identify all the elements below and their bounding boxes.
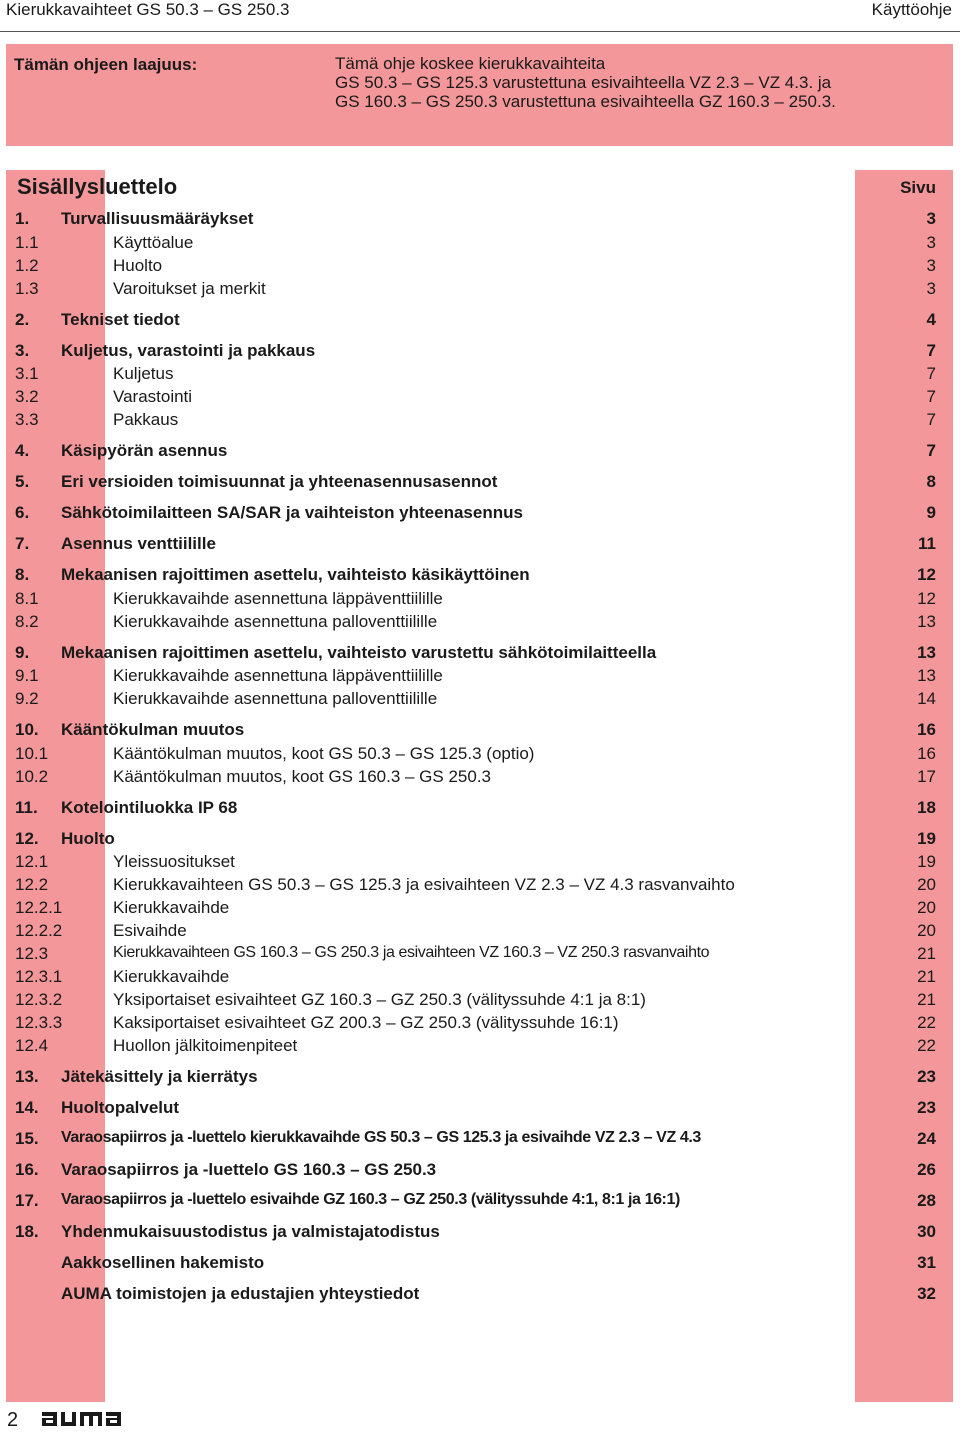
toc-entry-title: Eri versioiden toimisuunnat ja yhteenasennusasennot bbox=[61, 472, 498, 491]
toc-entry-title: Huoltopalvelut bbox=[61, 1098, 180, 1117]
toc-entry-title: Kierukkavaihde bbox=[113, 898, 230, 917]
toc-section-row bbox=[6, 1253, 953, 1275]
toc-section-row bbox=[6, 565, 953, 587]
toc-subsection-row bbox=[6, 744, 953, 766]
toc-entry-number: 3.2 bbox=[15, 387, 39, 406]
toc-entry-title: Huolto bbox=[113, 256, 163, 275]
scope-line: Tämä ohje koskee kierukkavaihteita bbox=[335, 54, 606, 73]
table-of-contents bbox=[6, 170, 953, 1402]
toc-entry-title: Varaosapiirros ja -luettelo esivaihde GZ 160.3 – GZ 250.3 (välityssuhde 4:1, 8:1 ja 16:1) bbox=[61, 1191, 680, 1208]
toc-entry-page: 7 bbox=[926, 441, 936, 460]
toc-subsection-row bbox=[6, 944, 953, 966]
toc-entry-page: 3 bbox=[926, 233, 936, 252]
toc-entry-number: 4. bbox=[15, 441, 30, 460]
toc-entry-title: Varaosapiirros ja -luettelo GS 160.3 – GS 250.3 bbox=[61, 1160, 437, 1179]
scope-label: Tämän ohjeen laajuus: bbox=[14, 55, 198, 74]
toc-entry-number: 17. bbox=[15, 1191, 39, 1210]
toc-entry-title: Kuljetus, varastointi ja pakkaus bbox=[61, 341, 316, 360]
toc-entry-title: Huollon jälkitoimenpiteet bbox=[113, 1036, 298, 1055]
toc-entry-number: 3.1 bbox=[15, 364, 39, 383]
toc-entry-title: Kierukkavaihde bbox=[113, 967, 230, 986]
toc-entry-page: 16 bbox=[917, 744, 936, 763]
toc-entry-page: 23 bbox=[917, 1067, 936, 1086]
scope-panel bbox=[6, 44, 953, 146]
toc-entry-page: 11 bbox=[918, 534, 936, 553]
toc-entry-title: Turvallisuusmääräykset bbox=[61, 209, 254, 228]
toc-section-row bbox=[6, 1284, 953, 1306]
toc-entry-title: Yleissuositukset bbox=[113, 852, 235, 871]
toc-subsection-row bbox=[6, 256, 953, 278]
toc-entry-page: 20 bbox=[917, 898, 936, 917]
toc-entry-page: 16 bbox=[917, 720, 936, 739]
toc-entry-title: Jätekäsittely ja kierrätys bbox=[61, 1067, 258, 1086]
toc-entry-title: Asennus venttiilille bbox=[61, 534, 216, 553]
toc-entry-title: Kierukkavaihteen GS 160.3 – GS 250.3 ja esivaihteen VZ 160.3 – VZ 250.3 rasvanvaihto bbox=[113, 944, 710, 961]
toc-entry-title: Mekaanisen rajoittimen asettelu, vaihteisto käsikäyttöinen bbox=[61, 565, 530, 584]
auma-logo bbox=[40, 1408, 128, 1433]
toc-section-row bbox=[6, 441, 953, 463]
toc-entry-number: 12.2.2 bbox=[15, 921, 63, 940]
toc-entry-page: 18 bbox=[917, 798, 936, 817]
toc-entry-number: 1.3 bbox=[15, 279, 39, 298]
toc-entry-number: 8.1 bbox=[15, 589, 39, 608]
toc-entry-page: 7 bbox=[926, 364, 936, 383]
toc-title: Sisällysluettelo bbox=[17, 174, 178, 199]
toc-entry-title: Yhdenmukaisuustodistus ja valmistajatodistus bbox=[61, 1222, 440, 1241]
toc-entry-number: 8.2 bbox=[15, 612, 39, 631]
toc-entry-page: 17 bbox=[917, 767, 936, 786]
toc-entry-title: Sähkötoimilaitteen SA/SAR ja vaihteiston yhteenasennus bbox=[61, 503, 523, 522]
toc-entry-number: 5. bbox=[15, 472, 30, 491]
toc-entry-page: 12 bbox=[917, 589, 936, 608]
toc-entry-title: Kierukkavaihde asennettuna läppäventtiilille bbox=[113, 666, 443, 685]
toc-entry-number: 9. bbox=[15, 643, 30, 662]
toc-section-row bbox=[6, 472, 953, 494]
toc-entry-title: Aakkosellinen hakemisto bbox=[61, 1253, 265, 1272]
toc-subsection-row bbox=[6, 279, 953, 301]
toc-section-row bbox=[6, 1222, 953, 1244]
document-type: Käyttöohje bbox=[871, 0, 952, 19]
toc-section-row bbox=[6, 829, 953, 851]
toc-entry-number: 10.1 bbox=[15, 744, 49, 763]
toc-entry-number: 10.2 bbox=[15, 767, 49, 786]
toc-entry-number: 12. bbox=[15, 829, 39, 848]
toc-entry-number: 12.3.2 bbox=[15, 990, 63, 1009]
toc-section-row bbox=[6, 643, 953, 665]
toc-subsection-row bbox=[6, 921, 953, 943]
toc-entry-page: 13 bbox=[917, 666, 936, 685]
toc-entry-title: Pakkaus bbox=[113, 410, 179, 429]
toc-entry-page: 4 bbox=[926, 310, 936, 329]
toc-section-row bbox=[6, 720, 953, 742]
toc-entry-title: Varaosapiirros ja -luettelo kierukkavaihde GS 50.3 – GS 125.3 ja esivaihde VZ 2.3 – VZ 4.3 bbox=[61, 1129, 701, 1146]
toc-entry-number: 12.3.1 bbox=[15, 967, 63, 986]
toc-section-row bbox=[6, 1129, 953, 1151]
scope-text bbox=[335, 54, 836, 111]
toc-entry-title: AUMA toimistojen ja edustajien yhteystiedot bbox=[61, 1284, 420, 1303]
scope-line: GS 50.3 – GS 125.3 varustettuna esivaihteella VZ 2.3 – VZ 4.3. ja bbox=[335, 73, 832, 92]
toc-entry-title: Kierukkavaihde asennettuna läppäventtiilille bbox=[113, 589, 443, 608]
toc-entry-title: Mekaanisen rajoittimen asettelu, vaihteisto varustettu sähkötoimilaitteella bbox=[61, 643, 657, 662]
toc-section-row bbox=[6, 798, 953, 820]
toc-entry-title: Kotelointiluokka IP 68 bbox=[61, 798, 238, 817]
toc-subsection-row bbox=[6, 233, 953, 255]
toc-section-row bbox=[6, 341, 953, 363]
toc-entry-number: 16. bbox=[15, 1160, 39, 1179]
toc-entry-number: 7. bbox=[15, 534, 30, 553]
header-divider bbox=[0, 31, 960, 32]
toc-entry-page: 21 bbox=[917, 944, 936, 963]
toc-entry-number: 11. bbox=[15, 798, 38, 817]
toc-subsection-row bbox=[6, 852, 953, 874]
page-number: 2 bbox=[7, 1409, 19, 1431]
toc-entry-number: 12.4 bbox=[15, 1036, 49, 1055]
toc-page-header: Sivu bbox=[900, 178, 936, 197]
toc-entry-title: Kuljetus bbox=[113, 364, 174, 383]
toc-entry-page: 9 bbox=[926, 503, 936, 522]
toc-entry-page: 13 bbox=[917, 643, 936, 662]
toc-subsection-row bbox=[6, 689, 953, 711]
toc-entry-title: Kääntökulman muutos, koot GS 160.3 – GS 250.3 bbox=[113, 767, 492, 786]
toc-subsection-row bbox=[6, 990, 953, 1012]
toc-entry-page: 3 bbox=[926, 256, 936, 275]
toc-entry-title: Varoitukset ja merkit bbox=[113, 279, 266, 298]
toc-entry-title: Kääntökulman muutos, koot GS 50.3 – GS 125.3 (optio) bbox=[113, 744, 535, 763]
toc-entry-number: 15. bbox=[15, 1129, 39, 1148]
toc-entry-number: 6. bbox=[15, 503, 30, 522]
toc-subsection-row bbox=[6, 1036, 953, 1058]
toc-entry-page: 30 bbox=[917, 1222, 936, 1241]
toc-entry-page: 26 bbox=[917, 1160, 936, 1179]
toc-entry-number: 13. bbox=[15, 1067, 39, 1086]
toc-section-row bbox=[6, 503, 953, 525]
toc-entry-page: 24 bbox=[917, 1129, 936, 1148]
toc-entry-title: Huolto bbox=[61, 829, 115, 848]
toc-subsection-row bbox=[6, 387, 953, 409]
toc-entry-page: 13 bbox=[917, 612, 936, 631]
toc-entry-number: 12.3 bbox=[15, 944, 49, 963]
toc-entry-title: Varastointi bbox=[113, 387, 193, 406]
toc-entry-page: 22 bbox=[917, 1036, 936, 1055]
toc-entry-title: Käsipyörän asennus bbox=[61, 441, 228, 460]
toc-entry-number: 1. bbox=[15, 209, 30, 228]
toc-subsection-row bbox=[6, 612, 953, 634]
toc-entry-page: 28 bbox=[917, 1191, 936, 1210]
toc-entry-title: Kierukkavaihteen GS 50.3 – GS 125.3 ja esivaihteen VZ 2.3 – VZ 4.3 rasvanvaihto bbox=[113, 875, 735, 894]
toc-subsection-row bbox=[6, 666, 953, 688]
toc-section-row bbox=[6, 1098, 953, 1120]
toc-entry-page: 3 bbox=[926, 279, 936, 298]
toc-entry-page: 31 bbox=[917, 1253, 936, 1272]
toc-entry-number: 12.2.1 bbox=[15, 898, 63, 917]
toc-entry-number: 3.3 bbox=[15, 410, 39, 429]
toc-entry-page: 7 bbox=[926, 410, 936, 429]
document-title: Kierukkavaihteet GS 50.3 – GS 250.3 bbox=[6, 0, 290, 19]
toc-entry-number: 9.2 bbox=[15, 689, 39, 708]
toc-entry-page: 22 bbox=[917, 1013, 936, 1032]
toc-entry-number: 12.1 bbox=[15, 852, 49, 871]
toc-entry-page: 8 bbox=[926, 472, 936, 491]
toc-section-row bbox=[6, 1191, 953, 1213]
toc-entry-number: 3. bbox=[15, 341, 30, 360]
toc-entry-number: 8. bbox=[15, 565, 30, 584]
toc-entry-page: 21 bbox=[917, 990, 936, 1009]
toc-entry-page: 19 bbox=[917, 829, 936, 848]
toc-entry-page: 20 bbox=[917, 875, 936, 894]
toc-section-row bbox=[6, 534, 953, 556]
toc-subsection-row bbox=[6, 767, 953, 789]
toc-entry-title: Tekniset tiedot bbox=[61, 310, 180, 329]
toc-subsection-row bbox=[6, 1013, 953, 1035]
toc-entry-page: 3 bbox=[926, 209, 936, 228]
toc-entry-number: 12.2 bbox=[15, 875, 49, 894]
toc-entry-page: 23 bbox=[917, 1098, 936, 1117]
toc-entry-page: 7 bbox=[926, 387, 936, 406]
toc-entry-number: 2. bbox=[15, 310, 30, 329]
toc-subsection-row bbox=[6, 875, 953, 897]
toc-entry-page: 20 bbox=[917, 921, 936, 940]
toc-subsection-row bbox=[6, 364, 953, 386]
toc-section-row bbox=[6, 1160, 953, 1182]
toc-entry-title: Kierukkavaihde asennettuna palloventtiilille bbox=[113, 612, 438, 631]
toc-entry-number: 9.1 bbox=[15, 666, 39, 685]
toc-entry-number: 12.3.3 bbox=[15, 1013, 63, 1032]
toc-entry-page: 19 bbox=[917, 852, 936, 871]
toc-entry-number: 18. bbox=[15, 1222, 39, 1241]
toc-entry-title: Kääntökulman muutos bbox=[61, 720, 245, 739]
toc-subsection-row bbox=[6, 967, 953, 989]
toc-entry-number: 1.1 bbox=[15, 233, 39, 252]
toc-entry-number: 1.2 bbox=[15, 256, 39, 275]
toc-subsection-row bbox=[6, 589, 953, 611]
toc-subsection-row bbox=[6, 898, 953, 920]
scope-line: GS 160.3 – GS 250.3 varustettuna esivaihteella GZ 160.3 – 250.3. bbox=[335, 92, 836, 111]
toc-entry-title: Käyttöalue bbox=[113, 233, 194, 252]
toc-subsection-row bbox=[6, 410, 953, 432]
toc-section-row bbox=[6, 310, 953, 332]
toc-entry-number: 14. bbox=[15, 1098, 39, 1117]
toc-entry-page: 12 bbox=[917, 565, 936, 584]
toc-entry-number: 10. bbox=[15, 720, 39, 739]
toc-entry-title: Kierukkavaihde asennettuna palloventtiilille bbox=[113, 689, 438, 708]
toc-entry-title: Yksiportaiset esivaihteet GZ 160.3 – GZ 250.3 (välityssuhde 4:1 ja 8:1) bbox=[113, 990, 646, 1009]
toc-entry-title: Esivaihde bbox=[113, 921, 187, 940]
toc-entry-page: 14 bbox=[917, 689, 936, 708]
toc-entry-title: Kaksiportaiset esivaihteet GZ 200.3 – GZ 250.3 (välityssuhde 16:1) bbox=[113, 1013, 619, 1032]
toc-entry-page: 7 bbox=[926, 341, 936, 360]
toc-entry-page: 21 bbox=[917, 967, 936, 986]
toc-section-row bbox=[6, 209, 953, 231]
toc-section-row bbox=[6, 1067, 953, 1089]
toc-entry-page: 32 bbox=[917, 1284, 936, 1303]
